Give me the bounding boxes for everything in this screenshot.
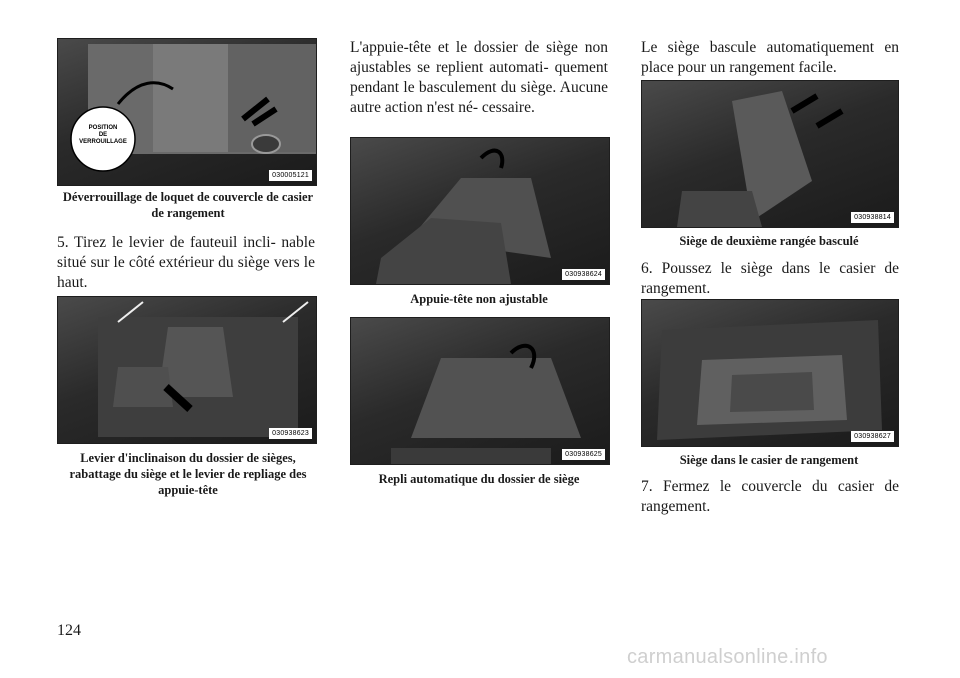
callout-position: POSITION DE VERROUILLAGE bbox=[79, 125, 127, 145]
figure-code: 030938624 bbox=[562, 269, 605, 280]
storage-latch-illustration bbox=[58, 39, 316, 185]
figure-fixed-headrest bbox=[350, 137, 610, 285]
recline-lever-illustration bbox=[58, 297, 316, 443]
headrest-auto-fold-text: L'appuie-tête et le dossier de siège non ajustables se replient automati- quement pendant le basculement du siège. Aucune autre action n'est né- cessaire. bbox=[350, 39, 608, 116]
figure-seat-in-bin bbox=[641, 299, 899, 447]
step-7-text: 7. Fermez le couvercle du casier de rangement. bbox=[641, 478, 899, 515]
figure-code: 030938623 bbox=[269, 428, 312, 439]
figure-code: 030938625 bbox=[562, 449, 605, 460]
figure-recline-lever bbox=[57, 296, 317, 444]
second-row-tilted-illustration bbox=[642, 81, 898, 227]
auto-fold-illustration bbox=[351, 318, 609, 464]
caption-auto-fold: Repli automatique du dossier de siège bbox=[378, 472, 580, 486]
caption-recline-lever: Levier d'inclinaison du dossier de sièges, rabattage du siège et le levier de repliage des appuie-tête bbox=[69, 451, 307, 497]
figure-storage-latch bbox=[57, 38, 317, 186]
seat-in-bin-illustration bbox=[642, 300, 898, 446]
figure-code: 030938814 bbox=[851, 212, 894, 223]
step-6-text: 6. Poussez le siège dans le casier de rangement. bbox=[641, 260, 899, 297]
tilt-intro-text: Le siège bascule automatiquement en place pour un rangement facile. bbox=[641, 39, 899, 76]
caption-seat-in-bin: Siège dans le casier de rangement bbox=[679, 453, 859, 467]
caption-storage-latch: Déverrouillage de loquet de couvercle de casier de rangement bbox=[62, 190, 314, 220]
caption-second-row-tilted: Siège de deuxième rangée basculé bbox=[679, 234, 859, 248]
watermark: carmanualsonline.info bbox=[627, 646, 828, 668]
figure-auto-fold bbox=[350, 317, 610, 465]
fixed-headrest-illustration bbox=[351, 138, 609, 284]
figure-code: 030005121 bbox=[269, 170, 312, 181]
step-5-text: 5. Tirez le levier de fauteuil incli- nable situé sur le côté extérieur du siège vers le haut. bbox=[57, 234, 315, 291]
page-number: 124 bbox=[57, 622, 81, 639]
caption-fixed-headrest: Appuie-tête non ajustable bbox=[410, 292, 548, 306]
figure-second-row-tilted bbox=[641, 80, 899, 228]
figure-code: 030938627 bbox=[851, 431, 894, 442]
